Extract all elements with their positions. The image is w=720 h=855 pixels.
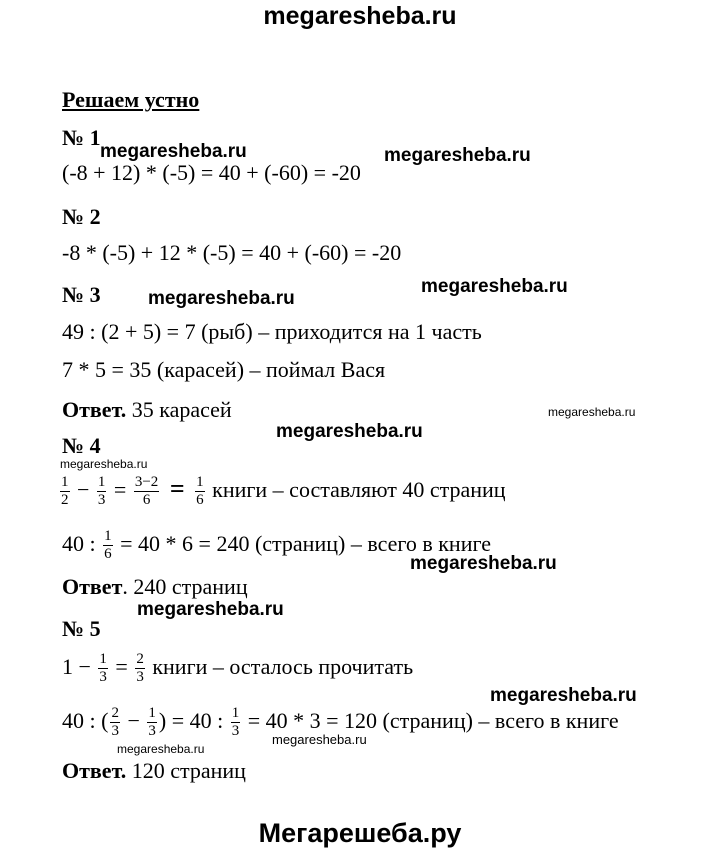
task-5-number: № 5 — [62, 616, 101, 641]
fraction: $\frac{1}{3}$ — [97, 474, 106, 509]
task-3-answer — [62, 397, 232, 423]
task-5-line-1: 1 − $\frac{1}{3}$ = $\frac{2}{3}$ книги – осталось прочитать — [62, 651, 414, 686]
task-5-line-2: 40 : ( $\frac{2}{3}$ − $\frac{1}{3}$ ) = 40 : $\frac{1}{3}$ = 40 * 3 = 120 (страниц) – всего в книге — [62, 705, 619, 740]
section-heading: Решаем устно — [62, 87, 200, 112]
watermark: megaresheba.ru — [60, 457, 148, 471]
task-5-answer — [62, 758, 246, 784]
fraction: $\frac{1}{2}$ — [61, 474, 69, 509]
answer-label: Ответ — [62, 574, 123, 599]
task-4-line-2: 40 : $\frac{1}{6}$ = 40 * 6 = 240 (страниц) – всего в книге — [62, 528, 491, 563]
fraction: $\frac{1}{6}$ — [196, 474, 204, 509]
watermark: megaresheba.ru — [100, 141, 247, 162]
task-4-number: № 4 — [62, 433, 101, 458]
answer-text: . 240 страниц — [122, 574, 248, 599]
watermark: megaresheba.ru — [384, 145, 531, 166]
fraction: $\frac{1}{3}$ — [99, 651, 107, 686]
site-header: megaresheba.ru — [263, 2, 457, 30]
fraction: $\frac{1}{3}$ — [231, 705, 240, 740]
answer-label: Ответ. — [62, 397, 127, 422]
task-4-line-1-text: книги – составляют 40 страниц — [212, 477, 506, 502]
task-2-number: № 2 — [62, 204, 101, 229]
watermark: megaresheba.ru — [272, 732, 367, 747]
task-4-line-1: $\frac{1}{2}$ − $\frac{1}{3}$ = $\frac{3-2}{6}$ = $\frac{1}{6}$ книги – составляют 40 страниц — [61, 474, 506, 509]
answer-text: 120 страниц — [131, 758, 246, 783]
fraction: $\frac{2}{3}$ — [111, 705, 119, 740]
watermark: megaresheba.ru — [276, 421, 423, 442]
watermark: megaresheba.ru — [490, 685, 637, 706]
fraction: $\frac{1}{3}$ — [148, 705, 156, 740]
site-footer: Мегарешеба.ру — [258, 818, 462, 848]
watermark: megaresheba.ru — [148, 288, 295, 309]
task-4-answer — [62, 574, 248, 600]
task-3-line-2: 7 * 5 = 35 (карасей) – поймал Вася — [62, 357, 386, 382]
task-2-line: -8 * (-5) + 12 * (-5) = 40 + (-60) = -20 — [62, 240, 402, 265]
task-3-line-1: 49 : (2 + 5) = 7 (рыб) – приходится на 1 часть — [62, 319, 482, 344]
watermark: megaresheba.ru — [421, 276, 568, 297]
answer-label: Ответ. — [62, 758, 127, 783]
task-3-number: № 3 — [62, 282, 101, 307]
answer-text: 35 карасей — [131, 397, 232, 422]
fraction: $\frac{3-2}{6}$ — [134, 474, 159, 509]
fraction: $\frac{2}{3}$ — [136, 651, 144, 686]
task-1-number: № 1 — [62, 125, 101, 150]
watermark: megaresheba.ru — [548, 405, 636, 419]
watermark: megaresheba.ru — [117, 742, 205, 756]
task-1-line: (-8 + 12) * (-5) = 40 + (-60) = -20 — [62, 160, 361, 185]
watermark: megaresheba.ru — [137, 599, 284, 620]
watermark: megaresheba.ru — [410, 553, 557, 574]
fraction: $\frac{1}{6}$ — [104, 528, 112, 563]
